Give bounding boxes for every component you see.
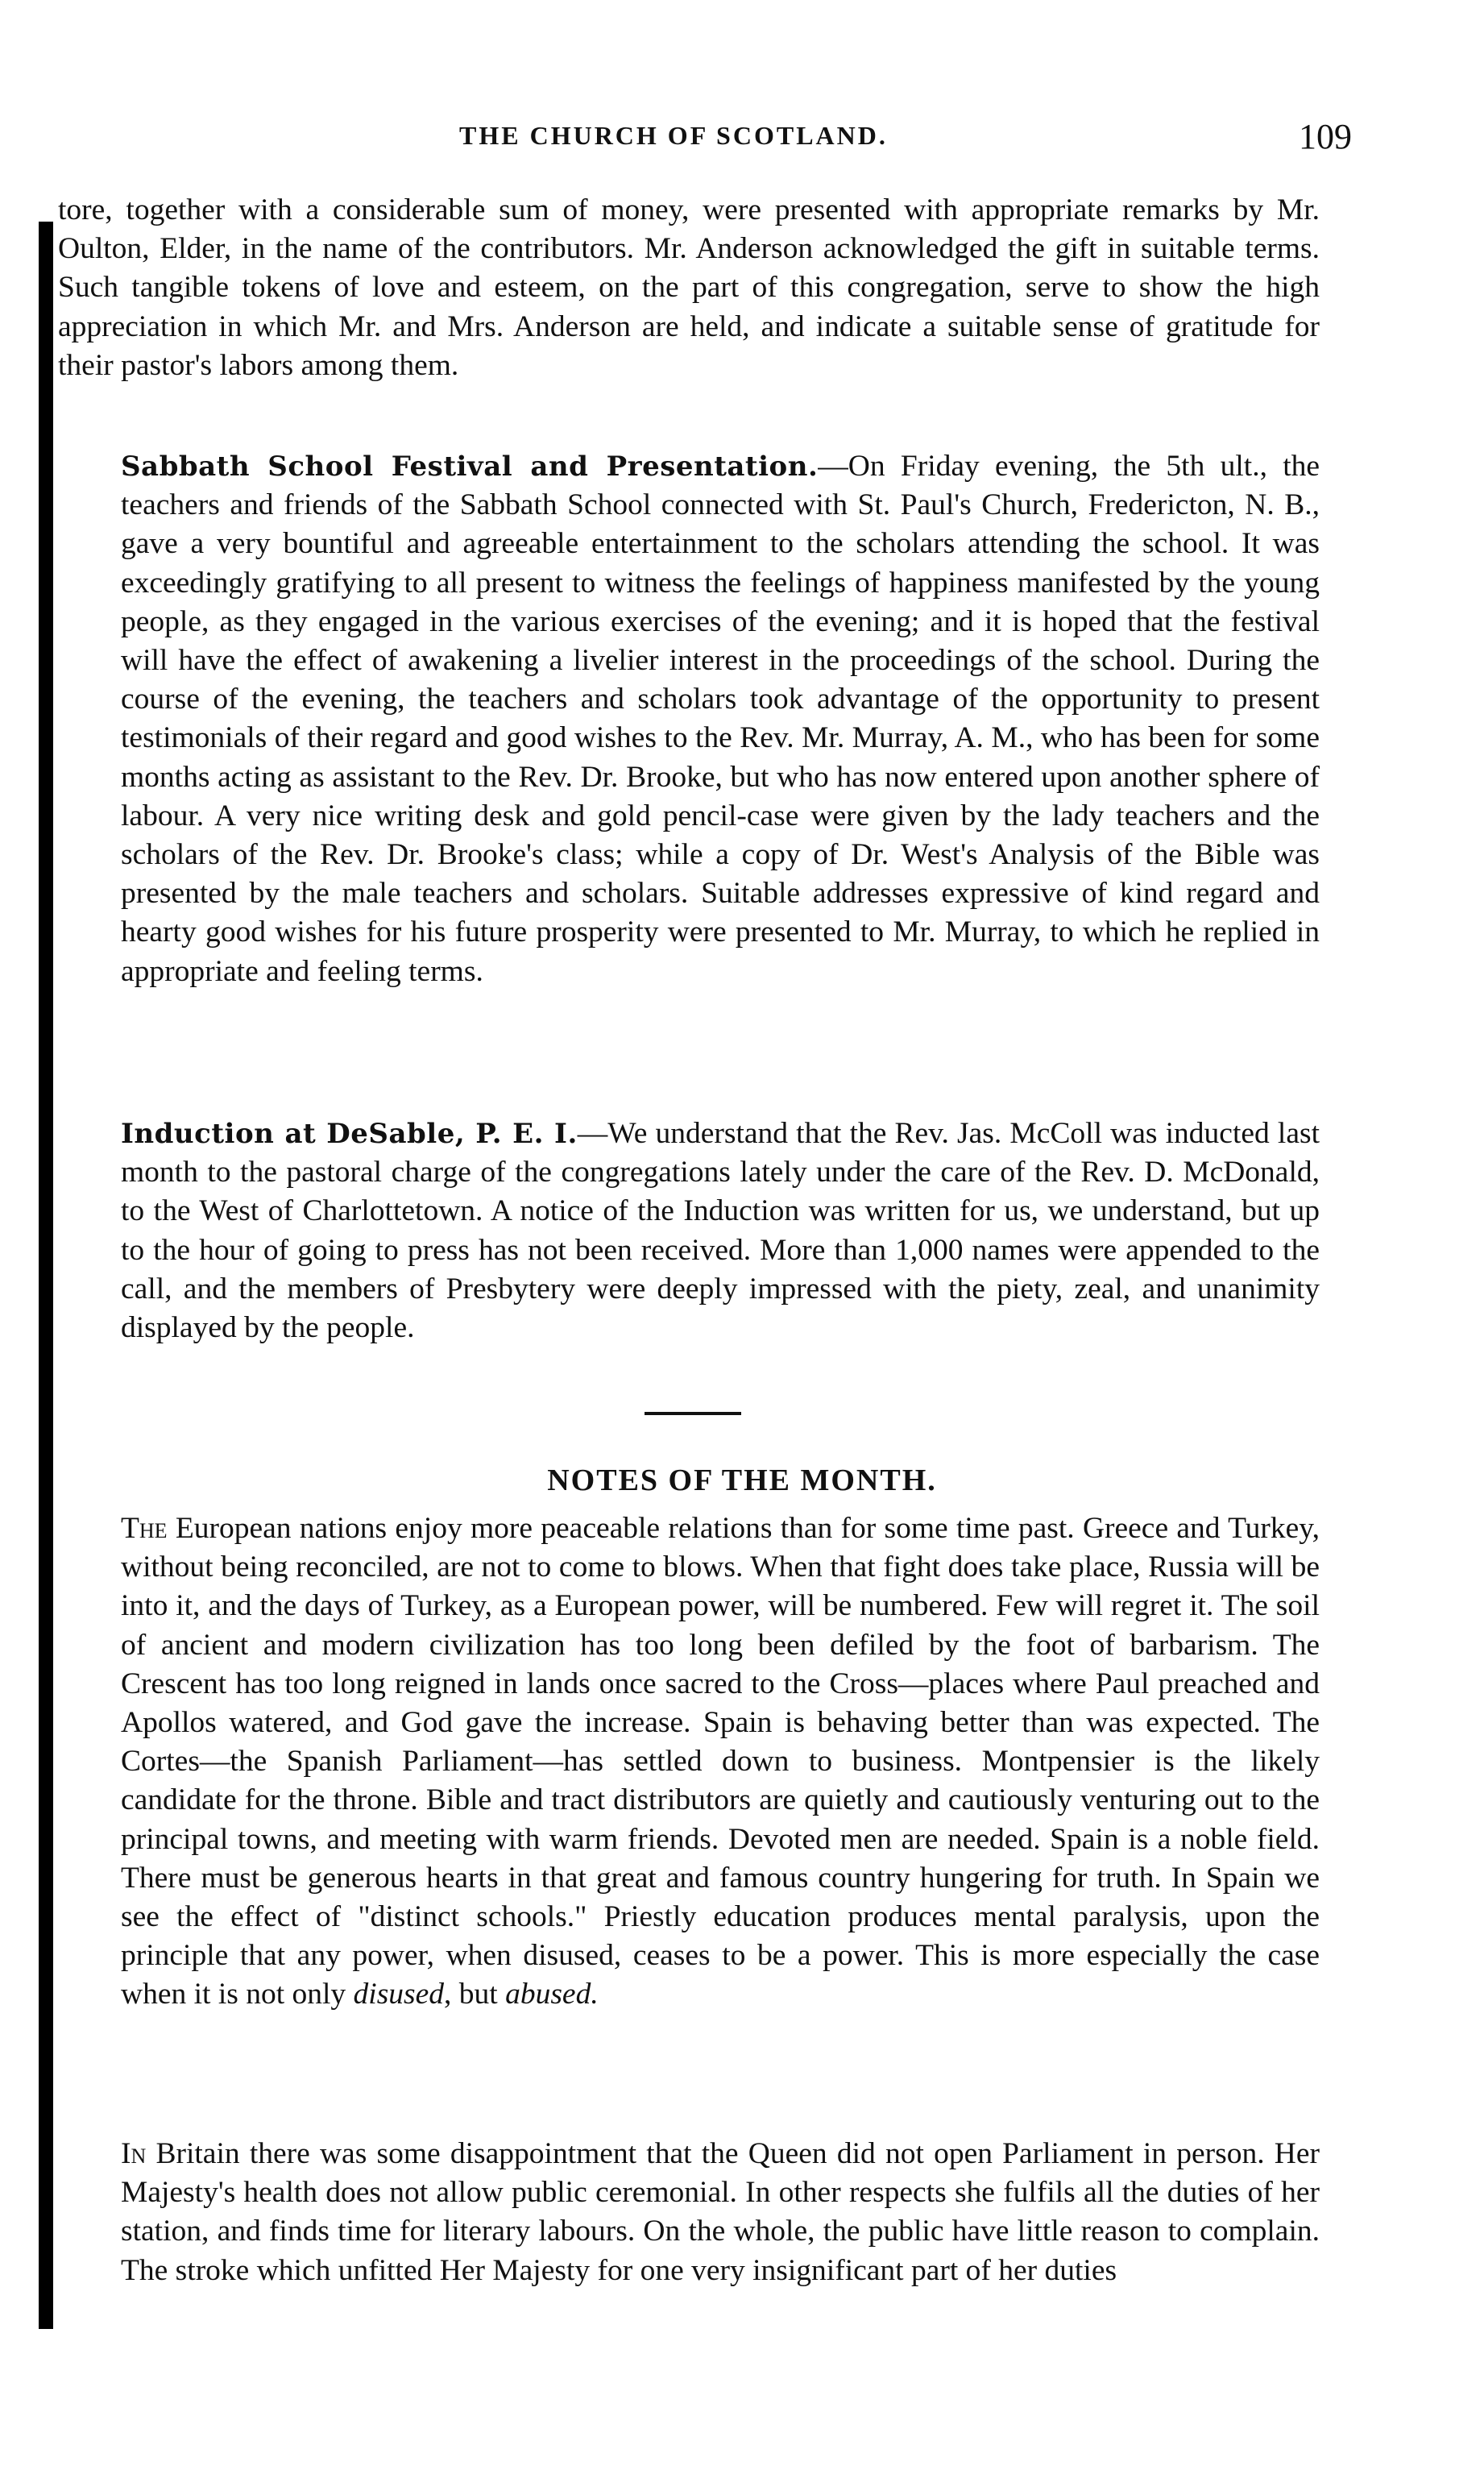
paragraph-anderson bbox=[58, 191, 1320, 385]
section-divider bbox=[645, 1412, 741, 1415]
emphasis: abused. bbox=[505, 1978, 599, 2011]
paragraph-text: tore, together with a considerable sum of money, were presented with appropriate remarks by Mr. Oulton, Elder, in the name of the contributors. Mr. Anderson acknowledged the gift in suitable terms. Such tangible tokens of love and esteem, on the part of this congregation, serve to show the high appreciation in which Mr. and Mrs. Anderson are held, and indicate a suitable sense of gratitude for their pastor's labors among them. bbox=[58, 193, 1320, 382]
paragraph-first-word: The bbox=[121, 1512, 168, 1545]
paragraph-sabbath-school bbox=[58, 447, 1320, 991]
paragraph-european-nations bbox=[58, 1509, 1320, 2015]
emphasis: disused bbox=[353, 1978, 445, 2011]
paragraph-text bbox=[58, 1115, 1320, 1347]
paragraph-first-word: In bbox=[121, 2137, 147, 2170]
paragraph-body: European nations enjoy more peaceable relations than for some time past. Greece and Turkey, without being reconciled, are not to come to blows. When that fight does take place, Russia will be into it, and the days of Turkey, as a European power, will be numbered. Few will regret it. The soil of ancient and modern civilization has too long been defiled by the foot of barbarism. The Crescent has too long reigned in lands once sacred to the Cross—places where Paul preached and Apollos watered, and God gave the increase. Spain is behaving better than was expected. The Cortes—the Spanish Parliament—has settled down to business. Montpensier is the likely candidate for the throne. Bible and tract distributors are quietly and cautiously venturing out to the principal towns, and meeting with warm friends. Devoted men are needed. Spain is a noble field. There must be generous hearts in that great and famous country hungering for truth. In Spain we see the effect of "distinct schools." Priestly education produces mental paralysis, upon the principle that any power, when disused, ceases to be a power. This is more especially the case when it is not only bbox=[121, 1512, 1320, 2011]
paragraph-text bbox=[58, 2135, 1320, 2290]
binding-shadow bbox=[39, 222, 53, 2329]
paragraph-body: Britain there was some disappointment that the Queen did not open Parliament in person. Her Majesty's health does not allow public ceremonial. In other respects she fulfils all the duties of her station, and finds time for literary labours. On the whole, the public have little reason to complain. The stroke which unfitted Her Majesty for one very insignificant part of her duties bbox=[121, 2137, 1320, 2287]
paragraph-induction bbox=[58, 1115, 1320, 1347]
paragraph-body: —We understand that the Rev. Jas. McColl was inducted last month to the pastoral charge of the congregations lately under the care of the Rev. D. McDonald, to the West of Charlottetown. A notice of the Induction was written for us, we understand, but up to the hour of going to press has not been received. More than 1,000 names were appended to the call, and the members of Presbytery were deeply impressed with the piety, zeal, and unanimity displayed by the people. bbox=[121, 1117, 1320, 1345]
paragraph-britain bbox=[58, 2135, 1320, 2290]
paragraph-lead: Induction at DeSable, P. E. I. bbox=[121, 1118, 578, 1150]
paragraph-body: —On Friday evening, the 5th ult., the teachers and friends of the Sabbath School connected with St. Paul's Church, Fredericton, N. B., gave a very bountiful and agreeable entertainment to the scholars attending the school. It was exceedingly gratifying to all present to witness the feelings of happiness manifested by the young people, as they engaged in the various exercises of the evening; and it is hoped that the festival will have the effect of awakening a livelier interest in the proceedings of the school. During the course of the evening, the teachers and scholars took advantage of the opportunity to present testimonials of their regard and good wishes to the Rev. Mr. Murray, A. M., who has been for some months acting as assistant to the Rev. Dr. Brooke, but who has now entered upon another sphere of labour. A very nice writing desk and gold pencil-case were given by the lady teachers and the scholars of the Rev. Dr. Brooke's class; while a copy of Dr. West's Analysis of the Bible was presented by the male teachers and scholars. Suitable addresses expressive of kind regard and hearty good wishes for his future prosperity were presented to Mr. Murray, to which he replied in appropriate and feeling terms. bbox=[121, 450, 1320, 988]
running-title: THE CHURCH OF SCOTLAND. bbox=[459, 121, 888, 150]
paragraph-body-cont: , but bbox=[444, 1978, 506, 2011]
paragraph-lead: Sabbath School Festival and Presentation. bbox=[121, 450, 819, 483]
paragraph-text bbox=[58, 447, 1320, 991]
section-heading: NOTES OF THE MONTH. bbox=[547, 1463, 937, 1497]
paragraph-text bbox=[58, 1509, 1320, 2015]
page-number: 109 bbox=[1299, 117, 1352, 156]
